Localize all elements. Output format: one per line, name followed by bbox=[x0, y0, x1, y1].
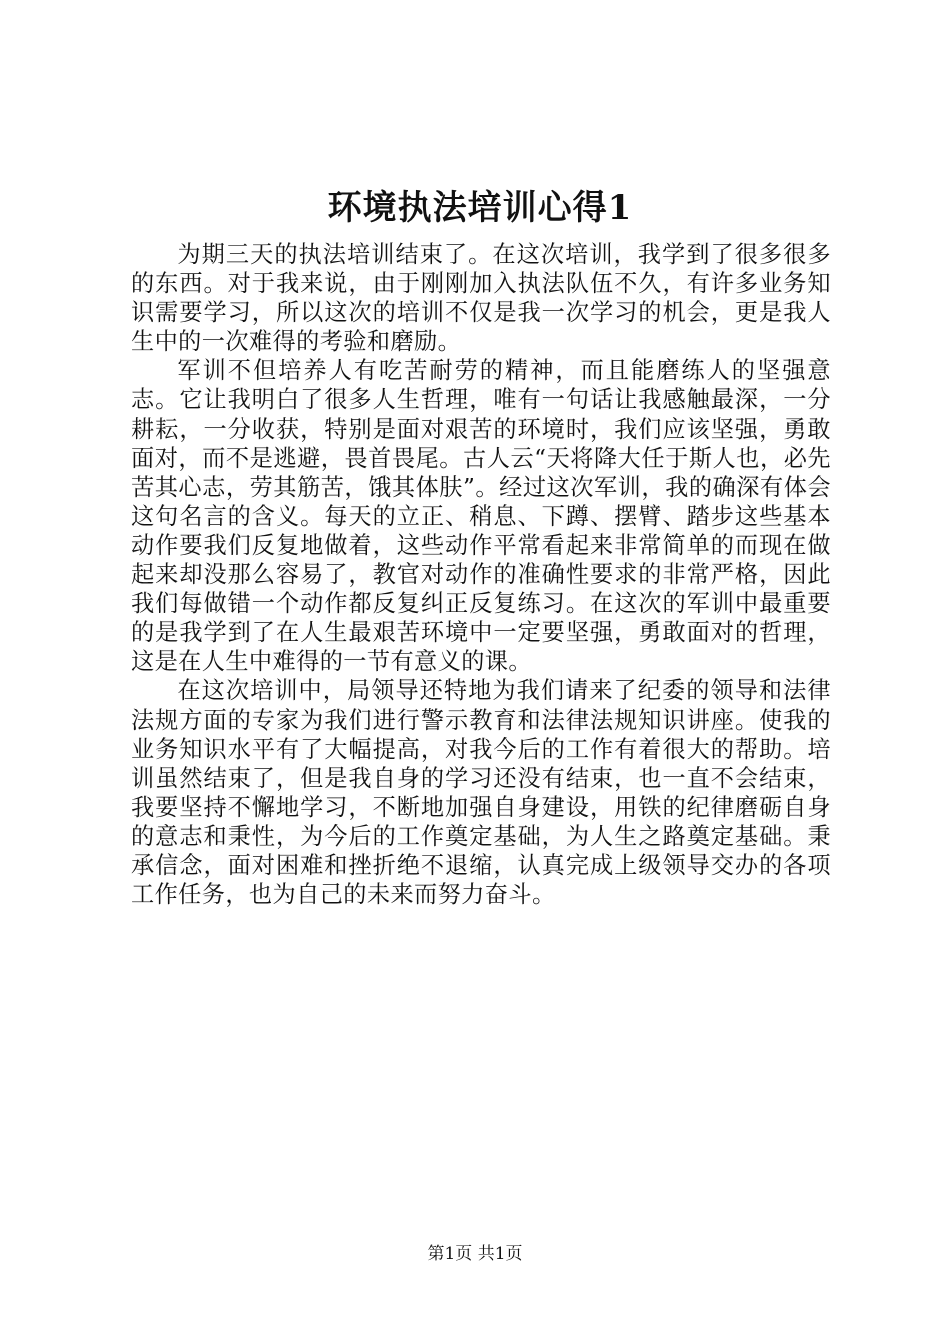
document-title: 环境执法培训心得1 bbox=[327, 188, 633, 228]
paragraph-1: 为期三天的执法培训结束了。在这次培训，我学到了很多很多的东西。对于我来说，由于刚刚加入执法队伍不久，有许多业务知识需要学习，所以这次的培训不仅是我一次学习的机会，更是我人生中的一次难得的考验和磨励。 bbox=[131, 241, 831, 356]
page-footer: 第1页 共1页 bbox=[427, 1244, 523, 1264]
paragraph-3: 在这次培训中，局领导还特地为我们请来了纪委的领导和法律法规方面的专家为我们进行警示教育和法律法规知识讲座。使我的业务知识水平有了大幅提高，对我今后的工作有着很大的帮助。培训虽然结束了，但是我自身的学习还没有结束，也一直不会结束，我要坚持不懈地学习，不断地加强自身建设，用铁的纪律磨砺自身的意志和秉性，为今后的工作奠定基础，为人生之路奠定基础。秉承信念，面对困难和挫折绝不退缩，认真完成上级领导交办的各项工作任务，也为自己的未来而努力奋斗。 bbox=[131, 677, 831, 909]
paragraph-2: 军训不但培养人有吃苦耐劳的精神，而且能磨练人的坚强意志。它让我明白了很多人生哲理，唯有一句话让我感触最深，一分耕耘，一分收获，特别是面对艰苦的环境时，我们应该坚强，勇敢面对，而不是逃避，畏首畏尾。古人云“天将降大任于斯人也，必先苦其心志，劳其筋苦，饿其体肤”。经过这次军训，我的确深有体会这句名言的含义。每天的立正、稍息、下蹲、摆臂、踏步这些基本动作要我们反复地做着，这些动作平常看起来非常简单的而现在做起来却没那么容易了，教官对动作的准确性要求的非常严格，因此我们每做错一个动作都反复纠正反复练习。在这次的军训中最重要的是我学到了在人生最艰苦环境中一定要坚强，勇敢面对的哲理，这是在人生中难得的一节有意义的课。 bbox=[131, 357, 831, 676]
document-body bbox=[131, 240, 831, 909]
